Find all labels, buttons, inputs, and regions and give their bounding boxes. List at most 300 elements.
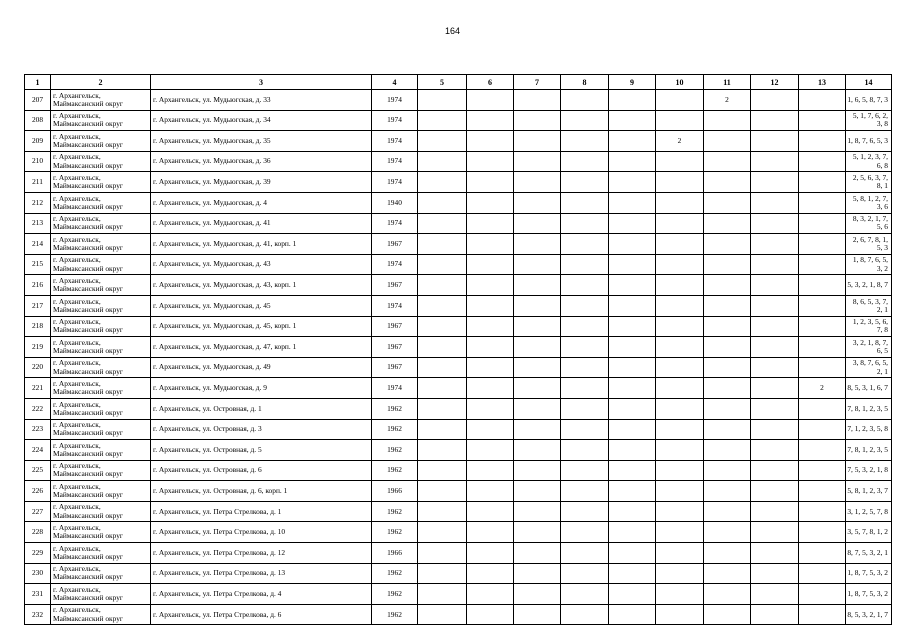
column-7-cell [514, 316, 561, 337]
column-7-cell [514, 460, 561, 481]
district-cell: г. Архангельск, Маймаксанский округ [51, 275, 151, 296]
column-7-cell [514, 254, 561, 275]
table-row [25, 295, 892, 316]
column-14-cell: 5, 3, 2, 1, 8, 7 [846, 275, 892, 296]
column-13-cell [799, 604, 846, 625]
column-header: 4 [372, 75, 418, 90]
table-row [25, 316, 892, 337]
year-cell: 1966 [372, 543, 418, 564]
column-13-cell [799, 213, 846, 234]
district-cell: г. Архангельск, Маймаксанский округ [51, 419, 151, 440]
column-10-cell [656, 543, 704, 564]
column-6-cell [467, 234, 514, 255]
district-cell: г. Архангельск, Маймаксанский округ [51, 316, 151, 337]
column-14-cell: 3, 2, 1, 8, 7, 6, 5 [846, 337, 892, 358]
column-6-cell [467, 419, 514, 440]
column-10-cell [656, 398, 704, 419]
district-cell: г. Архангельск, Маймаксанский округ [51, 501, 151, 522]
table-body [25, 90, 892, 625]
district-cell: г. Архангельск, Маймаксанский округ [51, 192, 151, 213]
column-header: 1 [25, 75, 51, 90]
column-header: 2 [51, 75, 151, 90]
table-row [25, 501, 892, 522]
column-14-cell: 8, 7, 5, 3, 2, 1 [846, 543, 892, 564]
column-5-cell [418, 398, 467, 419]
district-cell: г. Архангельск, Маймаксанский округ [51, 234, 151, 255]
column-12-cell [751, 213, 799, 234]
column-9-cell [609, 172, 656, 193]
column-5-cell [418, 316, 467, 337]
row-number-cell: 224 [25, 440, 51, 461]
column-12-cell [751, 584, 799, 605]
row-number-cell: 208 [25, 110, 51, 131]
column-5-cell [418, 172, 467, 193]
column-10-cell [656, 481, 704, 502]
column-header: 7 [514, 75, 561, 90]
column-6-cell [467, 584, 514, 605]
column-13-cell [799, 563, 846, 584]
district-cell: г. Архангельск, Маймаксанский округ [51, 378, 151, 399]
row-number-cell: 217 [25, 295, 51, 316]
column-12-cell [751, 604, 799, 625]
column-14-cell: 5, 1, 7, 6, 2, 3, 8 [846, 110, 892, 131]
table-header-row [25, 75, 892, 90]
district-cell: г. Архангельск, Маймаксанский округ [51, 131, 151, 152]
column-14-cell: 7, 8, 1, 2, 3, 5 [846, 398, 892, 419]
address-cell: г. Архангельск, ул. Островная, д. 6 [151, 460, 372, 481]
year-cell: 1962 [372, 460, 418, 481]
column-11-cell [704, 213, 751, 234]
column-13-cell [799, 357, 846, 378]
column-8-cell [561, 295, 609, 316]
column-9-cell [609, 316, 656, 337]
column-header: 13 [799, 75, 846, 90]
year-cell: 1962 [372, 440, 418, 461]
column-14-cell: 8, 3, 2, 1, 7, 5, 6 [846, 213, 892, 234]
year-cell: 1940 [372, 192, 418, 213]
column-8-cell [561, 440, 609, 461]
column-8-cell [561, 90, 609, 111]
column-11-cell [704, 481, 751, 502]
column-5-cell [418, 378, 467, 399]
address-cell: г. Архангельск, ул. Островная, д. 3 [151, 419, 372, 440]
address-cell: г. Архангельск, ул. Мудьюгская, д. 4 [151, 192, 372, 213]
table-row [25, 254, 892, 275]
column-13-cell [799, 295, 846, 316]
column-13-cell [799, 192, 846, 213]
column-7-cell [514, 90, 561, 111]
column-10-cell [656, 419, 704, 440]
column-9-cell [609, 501, 656, 522]
column-13-cell [799, 275, 846, 296]
column-9-cell [609, 192, 656, 213]
column-9-cell [609, 522, 656, 543]
column-6-cell [467, 316, 514, 337]
address-cell: г. Архангельск, ул. Островная, д. 1 [151, 398, 372, 419]
column-6-cell [467, 254, 514, 275]
table-row [25, 460, 892, 481]
column-12-cell [751, 501, 799, 522]
year-cell: 1967 [372, 275, 418, 296]
column-5-cell [418, 460, 467, 481]
address-cell: г. Архангельск, ул. Петра Стрелкова, д. 1 [151, 501, 372, 522]
column-10-cell [656, 90, 704, 111]
column-12-cell [751, 110, 799, 131]
column-14-cell: 7, 5, 3, 2, 1, 8 [846, 460, 892, 481]
address-cell: г. Архангельск, ул. Мудьюгская, д. 45 [151, 295, 372, 316]
column-8-cell [561, 357, 609, 378]
column-11-cell [704, 131, 751, 152]
column-5-cell [418, 522, 467, 543]
column-14-cell: 1, 8, 7, 6, 5, 3, 2 [846, 254, 892, 275]
column-14-cell: 7, 8, 1, 2, 3, 5 [846, 440, 892, 461]
column-12-cell [751, 151, 799, 172]
column-13-cell [799, 151, 846, 172]
column-5-cell [418, 481, 467, 502]
year-cell: 1966 [372, 481, 418, 502]
column-8-cell [561, 234, 609, 255]
district-cell: г. Архангельск, Маймаксанский округ [51, 295, 151, 316]
column-7-cell [514, 110, 561, 131]
column-9-cell [609, 584, 656, 605]
column-11-cell [704, 151, 751, 172]
column-12-cell [751, 481, 799, 502]
row-number-cell: 231 [25, 584, 51, 605]
district-cell: г. Архангельск, Маймаксанский округ [51, 398, 151, 419]
year-cell: 1962 [372, 584, 418, 605]
column-13-cell [799, 501, 846, 522]
column-5-cell [418, 563, 467, 584]
column-13-cell [799, 254, 846, 275]
column-8-cell [561, 501, 609, 522]
column-7-cell [514, 213, 561, 234]
column-12-cell [751, 192, 799, 213]
column-10-cell [656, 234, 704, 255]
column-12-cell [751, 131, 799, 152]
column-8-cell [561, 563, 609, 584]
column-9-cell [609, 378, 656, 399]
district-cell: г. Архангельск, Маймаксанский округ [51, 337, 151, 358]
row-number-cell: 223 [25, 419, 51, 440]
column-5-cell [418, 584, 467, 605]
column-8-cell [561, 604, 609, 625]
district-cell: г. Архангельск, Маймаксанский округ [51, 481, 151, 502]
column-6-cell [467, 604, 514, 625]
address-cell: г. Архангельск, ул. Островная, д. 6, корп. 1 [151, 481, 372, 502]
year-cell: 1974 [372, 254, 418, 275]
row-number-cell: 229 [25, 543, 51, 564]
column-11-cell [704, 110, 751, 131]
address-cell: г. Архангельск, ул. Мудьюгская, д. 41 [151, 213, 372, 234]
column-11-cell [704, 378, 751, 399]
column-9-cell [609, 419, 656, 440]
address-cell: г. Архангельск, ул. Мудьюгская, д. 43 [151, 254, 372, 275]
column-10-cell [656, 110, 704, 131]
column-5-cell [418, 151, 467, 172]
table-row [25, 543, 892, 564]
table-row [25, 151, 892, 172]
column-9-cell [609, 563, 656, 584]
year-cell: 1974 [372, 131, 418, 152]
district-cell: г. Архангельск, Маймаксанский округ [51, 563, 151, 584]
table-row [25, 131, 892, 152]
column-8-cell [561, 378, 609, 399]
table-row [25, 563, 892, 584]
row-number-cell: 213 [25, 213, 51, 234]
column-5-cell [418, 213, 467, 234]
column-11-cell [704, 501, 751, 522]
column-9-cell [609, 151, 656, 172]
column-14-cell: 1, 8, 7, 5, 3, 2 [846, 584, 892, 605]
column-header: 8 [561, 75, 609, 90]
column-5-cell [418, 501, 467, 522]
table-row [25, 398, 892, 419]
column-7-cell [514, 234, 561, 255]
column-10-cell [656, 275, 704, 296]
column-6-cell [467, 440, 514, 461]
column-10-cell: 2 [656, 131, 704, 152]
column-8-cell [561, 522, 609, 543]
row-number-cell: 228 [25, 522, 51, 543]
column-11-cell [704, 275, 751, 296]
address-cell: г. Архангельск, ул. Мудьюгская, д. 36 [151, 151, 372, 172]
column-13-cell [799, 398, 846, 419]
column-14-cell: 8, 6, 5, 3, 7, 2, 1 [846, 295, 892, 316]
column-5-cell [418, 419, 467, 440]
column-header: 14 [846, 75, 892, 90]
column-7-cell [514, 357, 561, 378]
column-8-cell [561, 172, 609, 193]
column-10-cell [656, 378, 704, 399]
row-number-cell: 227 [25, 501, 51, 522]
column-14-cell: 3, 5, 7, 8, 1, 2 [846, 522, 892, 543]
table-row [25, 234, 892, 255]
column-9-cell [609, 234, 656, 255]
column-10-cell [656, 213, 704, 234]
column-6-cell [467, 192, 514, 213]
column-5-cell [418, 90, 467, 111]
column-10-cell [656, 522, 704, 543]
column-9-cell [609, 213, 656, 234]
column-10-cell [656, 357, 704, 378]
column-12-cell [751, 563, 799, 584]
column-11-cell [704, 192, 751, 213]
column-10-cell [656, 584, 704, 605]
column-6-cell [467, 172, 514, 193]
column-5-cell [418, 357, 467, 378]
column-7-cell [514, 378, 561, 399]
column-12-cell [751, 398, 799, 419]
column-13-cell [799, 110, 846, 131]
row-number-cell: 216 [25, 275, 51, 296]
column-12-cell [751, 316, 799, 337]
column-header: 9 [609, 75, 656, 90]
column-12-cell [751, 295, 799, 316]
year-cell: 1962 [372, 501, 418, 522]
column-14-cell: 1, 6, 5, 8, 7, 3 [846, 90, 892, 111]
address-cell: г. Архангельск, ул. Мудьюгская, д. 41, корп. 1 [151, 234, 372, 255]
column-13-cell [799, 584, 846, 605]
address-cell: г. Архангельск, ул. Мудьюгская, д. 39 [151, 172, 372, 193]
district-cell: г. Архангельск, Маймаксанский округ [51, 584, 151, 605]
column-6-cell [467, 543, 514, 564]
column-7-cell [514, 501, 561, 522]
column-7-cell [514, 563, 561, 584]
district-cell: г. Архангельск, Маймаксанский округ [51, 522, 151, 543]
column-6-cell [467, 522, 514, 543]
year-cell: 1962 [372, 522, 418, 543]
column-5-cell [418, 110, 467, 131]
column-9-cell [609, 481, 656, 502]
column-6-cell [467, 501, 514, 522]
row-number-cell: 209 [25, 131, 51, 152]
column-8-cell [561, 131, 609, 152]
column-11-cell [704, 254, 751, 275]
column-8-cell [561, 460, 609, 481]
district-cell: г. Архангельск, Маймаксанский округ [51, 604, 151, 625]
column-13-cell [799, 131, 846, 152]
column-8-cell [561, 543, 609, 564]
column-11-cell [704, 543, 751, 564]
column-9-cell [609, 440, 656, 461]
address-cell: г. Архангельск, ул. Петра Стрелкова, д. 4 [151, 584, 372, 605]
column-10-cell [656, 460, 704, 481]
year-cell: 1974 [372, 172, 418, 193]
address-cell: г. Архангельск, ул. Мудьюгская, д. 35 [151, 131, 372, 152]
year-cell: 1967 [372, 316, 418, 337]
address-cell: г. Архангельск, ул. Петра Стрелкова, д. 13 [151, 563, 372, 584]
row-number-cell: 221 [25, 378, 51, 399]
table-row [25, 584, 892, 605]
column-6-cell [467, 337, 514, 358]
column-11-cell [704, 460, 751, 481]
column-8-cell [561, 275, 609, 296]
column-7-cell [514, 584, 561, 605]
column-13-cell [799, 440, 846, 461]
column-11-cell [704, 522, 751, 543]
column-7-cell [514, 131, 561, 152]
row-number-cell: 230 [25, 563, 51, 584]
column-13-cell [799, 90, 846, 111]
column-10-cell [656, 501, 704, 522]
column-9-cell [609, 337, 656, 358]
column-10-cell [656, 254, 704, 275]
column-5-cell [418, 192, 467, 213]
row-number-cell: 211 [25, 172, 51, 193]
year-cell: 1974 [372, 378, 418, 399]
column-10-cell [656, 563, 704, 584]
column-8-cell [561, 213, 609, 234]
column-9-cell [609, 110, 656, 131]
column-13-cell [799, 543, 846, 564]
column-7-cell [514, 398, 561, 419]
column-6-cell [467, 398, 514, 419]
district-cell: г. Архангельск, Маймаксанский округ [51, 254, 151, 275]
column-9-cell [609, 460, 656, 481]
column-10-cell [656, 151, 704, 172]
column-14-cell: 1, 8, 7, 5, 3, 2 [846, 563, 892, 584]
year-cell: 1962 [372, 398, 418, 419]
column-14-cell: 1, 2, 3, 5, 6, 7, 8 [846, 316, 892, 337]
year-cell: 1974 [372, 90, 418, 111]
district-cell: г. Архангельск, Маймаксанский округ [51, 110, 151, 131]
column-14-cell: 2, 6, 7, 8, 1, 5, 3 [846, 234, 892, 255]
column-6-cell [467, 378, 514, 399]
year-cell: 1962 [372, 563, 418, 584]
column-6-cell [467, 213, 514, 234]
column-12-cell [751, 172, 799, 193]
row-number-cell: 214 [25, 234, 51, 255]
year-cell: 1974 [372, 295, 418, 316]
column-8-cell [561, 316, 609, 337]
table-row [25, 337, 892, 358]
year-cell: 1967 [372, 234, 418, 255]
column-8-cell [561, 337, 609, 358]
column-9-cell [609, 398, 656, 419]
column-8-cell [561, 398, 609, 419]
column-7-cell [514, 522, 561, 543]
column-12-cell [751, 522, 799, 543]
column-8-cell [561, 192, 609, 213]
column-10-cell [656, 440, 704, 461]
column-6-cell [467, 460, 514, 481]
column-7-cell [514, 419, 561, 440]
column-14-cell: 2, 5, 6, 3, 7, 8, 1 [846, 172, 892, 193]
column-6-cell [467, 275, 514, 296]
column-5-cell [418, 337, 467, 358]
district-cell: г. Архангельск, Маймаксанский округ [51, 172, 151, 193]
column-11-cell [704, 584, 751, 605]
row-number-cell: 232 [25, 604, 51, 625]
column-11-cell [704, 398, 751, 419]
column-9-cell [609, 604, 656, 625]
address-cell: г. Архангельск, ул. Мудьюгская, д. 9 [151, 378, 372, 399]
column-header: 3 [151, 75, 372, 90]
address-cell: г. Архангельск, ул. Мудьюгская, д. 34 [151, 110, 372, 131]
year-cell: 1962 [372, 604, 418, 625]
page-number: 164 [444, 26, 461, 36]
column-13-cell [799, 337, 846, 358]
district-cell: г. Архангельск, Маймаксанский округ [51, 460, 151, 481]
column-9-cell [609, 254, 656, 275]
column-11-cell: 2 [704, 90, 751, 111]
row-number-cell: 222 [25, 398, 51, 419]
column-7-cell [514, 604, 561, 625]
column-11-cell [704, 295, 751, 316]
column-12-cell [751, 357, 799, 378]
column-5-cell [418, 234, 467, 255]
address-cell: г. Архангельск, ул. Мудьюгская, д. 43, корп. 1 [151, 275, 372, 296]
column-5-cell [418, 543, 467, 564]
address-cell: г. Архангельск, ул. Мудьюгская, д. 33 [151, 90, 372, 111]
column-6-cell [467, 295, 514, 316]
column-11-cell [704, 316, 751, 337]
column-14-cell: 1, 8, 7, 6, 5, 3 [846, 131, 892, 152]
address-cell: г. Архангельск, ул. Петра Стрелкова, д. 10 [151, 522, 372, 543]
table-row [25, 419, 892, 440]
column-12-cell [751, 460, 799, 481]
column-13-cell: 2 [799, 378, 846, 399]
column-header: 12 [751, 75, 799, 90]
district-cell: г. Архангельск, Маймаксанский округ [51, 213, 151, 234]
column-13-cell [799, 481, 846, 502]
column-6-cell [467, 131, 514, 152]
column-12-cell [751, 234, 799, 255]
row-number-cell: 226 [25, 481, 51, 502]
column-7-cell [514, 295, 561, 316]
column-14-cell: 5, 1, 2, 3, 7, 6, 8 [846, 151, 892, 172]
year-cell: 1967 [372, 337, 418, 358]
